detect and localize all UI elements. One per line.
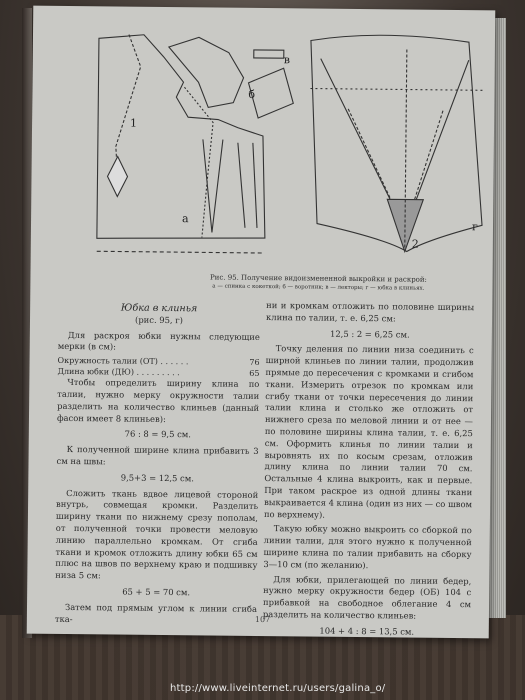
dart-line	[202, 139, 223, 232]
label-2: 2	[411, 237, 419, 251]
skirt-gore-drawing	[309, 35, 484, 253]
pattern-figure	[87, 26, 509, 270]
bottom-line	[97, 251, 265, 253]
diamond-marker	[107, 156, 127, 196]
formula: 104 + 4 : 8 = 13,5 см.	[319, 625, 415, 637]
label-g: г	[471, 220, 478, 234]
label-a: a	[182, 212, 189, 226]
dart-line	[237, 143, 246, 228]
measure-label: Окружность талии (ОТ) . . . . . .	[57, 356, 189, 367]
label-b: б	[248, 87, 256, 101]
paragraph: Для раскроя юбки нужны следующие мерки (в см):	[57, 329, 260, 352]
paragraph: ни и кромкам отложить по половине ширины клина по талии, т. е. 6,25 см:	[266, 300, 475, 324]
section-heading-ref: (рис. 95, г)	[135, 314, 184, 325]
caption-title: Рис. 95. Получение видоизмененной выкройки и раскрой:	[209, 273, 427, 284]
page-number: 107	[254, 614, 271, 625]
collar-outline	[168, 37, 244, 108]
formula: 12,5 : 2 = 6,25 см.	[330, 328, 410, 340]
left-column	[55, 302, 260, 630]
small-strip	[254, 50, 284, 58]
paragraph: Чтобы определить ширину клина по талии, нужно мерку окружности талии разделить на количество клиньев (данный фасон имеет 8 клиньев):	[56, 377, 260, 424]
caption-sub: а — спинка с кокеткой; б — воротник; в — лекторы; г — юбка в клиньях.	[212, 283, 425, 292]
formula: 9,5+3 = 12,5 см.	[120, 472, 195, 484]
formula: 65 + 5 = 70 см.	[122, 586, 191, 598]
label-v: в	[283, 53, 291, 67]
pattern-line	[116, 34, 141, 176]
section-heading: Юбка в клинья	[120, 302, 198, 315]
collar-drawing	[168, 37, 294, 118]
dart-line	[252, 143, 258, 228]
paragraph: Такую юбку можно выкроить со сборкой по линии талии, для этого нужно к полученной ширине клина по талии прибавить на сборку 3—10 см (по желанию).	[263, 523, 472, 570]
pattern-outline	[97, 34, 267, 240]
paragraph: К полученной ширине клина прибавить 3 см на швы:	[56, 444, 259, 467]
figure-caption	[148, 273, 488, 295]
paragraph: Сложить ткань вдвое лицевой стороной внутрь, совмещая кромки. Разделить ширину ткани по нижнему срезу пополам, от полученной точки провести меловую линию параллельно кромкам. От сгиба ткани и кромок отложить длину юбки 65 см плюс на швов по верхнему краю и подшивку низа 5 см:	[55, 487, 259, 581]
paragraph: Точку деления по линии низа соединить с ширной клиньев по линии талии, продолжив прямые до пересечения с кромками и сгибом ткани. Измерить отрезок по кромкам или сгибу ткани от точки пересечения до линии талии клина и столько же отложить от нижнего среза по меловой линии и от нее — по половине ширины клина талии, т. е. 6,25 см. Оформить клинья по линии талии и выровнять их по косым срезам, отложив длину клина по линии талии 70 см. Остальные 4 клина выкроить, как и первые. При таком раскрое из одной длины ткани выкраивается 4 клина (один из них — со швом по верхнему).	[263, 343, 474, 520]
book-page	[27, 6, 496, 639]
right-column	[263, 300, 475, 643]
formula: 76 : 8 = 9,5 см.	[124, 428, 192, 440]
watermark-url: http://www.liveinternet.ru/users/galina_o/	[170, 683, 386, 694]
measure-value: 76	[249, 358, 260, 368]
paragraph: Для юбки, прилегающей по линии бедер, нужно мерку окружности бедер (ОБ) 104 с прибавкой на свободное облегание 4 см разделить на количество клиньев:	[262, 573, 472, 621]
measure-label: Длина юбки (ДЮ) . . . . . . . . .	[57, 366, 180, 377]
paragraph: Затем под прямым углом к линии сгиба тка-	[54, 601, 258, 624]
measure-value: 65	[249, 368, 260, 378]
label-1: 1	[130, 116, 138, 130]
